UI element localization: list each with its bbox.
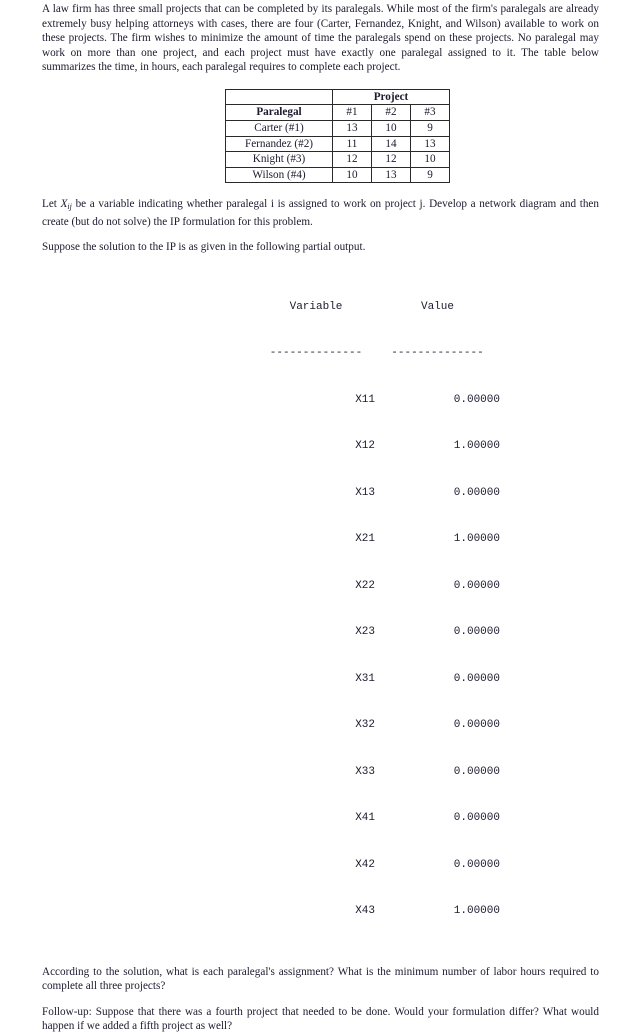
- solver-output-variable-11: X43: [355, 905, 375, 918]
- cost-table-cell-1-2: 13: [411, 136, 450, 152]
- cost-table-row-name-0: Carter (#1): [226, 120, 333, 136]
- cost-table: [225, 89, 450, 184]
- cost-table-column-header-row: [226, 105, 450, 121]
- cost-table-corner-cell: [226, 89, 333, 105]
- solver-output-variable-3: X21: [355, 533, 375, 546]
- cost-table-header-paralegal: Paralegal: [226, 105, 333, 121]
- solver-output-variable-8: X33: [355, 765, 375, 778]
- cost-table-row-name-2: Knight (#3): [226, 152, 333, 168]
- cost-table-header-project-2: #2: [372, 105, 411, 121]
- solver-output-variable-10: X42: [355, 858, 375, 871]
- solver-output-rule-row: [257, 346, 599, 362]
- cost-table-cell-2-2: 10: [411, 152, 450, 168]
- list-item: [257, 532, 599, 548]
- solver-output-value-0: 0.00000: [453, 393, 500, 406]
- variable-symbol-base: X: [60, 198, 68, 211]
- solver-output-header-row: [257, 300, 599, 316]
- cost-table-head: [226, 89, 450, 120]
- list-item: [257, 393, 599, 409]
- table-row: [226, 152, 450, 168]
- cost-table-wrapper: [42, 89, 599, 184]
- list-item: [257, 625, 599, 641]
- solver-output-variable-4: X22: [355, 579, 375, 592]
- cost-table-cell-2-0: 12: [333, 152, 372, 168]
- solver-output-value-6: 0.00000: [453, 672, 500, 685]
- solver-output-header-variable: Variable: [289, 300, 343, 313]
- list-item: [257, 672, 599, 688]
- solver-output-value-2: 0.00000: [453, 486, 500, 499]
- solver-output-variable-0: X11: [355, 393, 375, 406]
- cost-table-cell-2-1: 12: [372, 152, 411, 168]
- list-item: [257, 579, 599, 595]
- cost-table-group-header-row: [226, 89, 450, 105]
- cost-table-row-name-3: Wilson (#4): [226, 167, 333, 183]
- cost-table-cell-3-1: 13: [372, 167, 411, 183]
- intro-paragraph: A law firm has three small projects that can be completed by its paralegals. While most of the firm's paralegals are already extremely busy helping attorneys with cases, there are four (Carter, Fernandez, Knight, and Wilson) available to work on these projects. The firm wishes to minimize the amount of time the paralegals spend on these projects. No paralegal may work on more than one project, and each project must have exactly one paralegal assigned to it. The table below summarizes the time, in hours, each paralegal requires to complete each project.: [42, 3, 599, 74]
- spacer-after-output: [42, 951, 599, 965]
- cost-table-cell-0-0: 13: [333, 120, 372, 136]
- cost-table-cell-0-1: 10: [372, 120, 411, 136]
- cost-table-group-header-project: Project: [333, 89, 450, 105]
- solver-output-value-3: 1.00000: [453, 533, 500, 546]
- solver-output-value-5: 0.00000: [453, 626, 500, 639]
- list-item: [257, 858, 599, 874]
- variable-definition-pre: Let: [42, 198, 61, 211]
- cost-table-cell-3-0: 10: [333, 167, 372, 183]
- solver-output-value-11: 1.00000: [453, 905, 500, 918]
- solver-output-block: [42, 269, 599, 951]
- solver-output-variable-9: X41: [355, 812, 375, 825]
- cost-table-cell-3-2: 9: [411, 167, 450, 183]
- list-item: [257, 904, 599, 920]
- cost-table-body: [226, 120, 450, 182]
- list-item: [257, 718, 599, 734]
- list-item: [257, 439, 599, 455]
- variable-definition-post: be a variable indicating whether paralegal i is assigned to work on project j. Develop a network diagram and then create (but do not solve) the IP formulation for this problem.: [42, 198, 599, 228]
- solver-output-value-10: 0.00000: [453, 858, 500, 871]
- table-row: [226, 167, 450, 183]
- solver-output-variable-1: X12: [355, 440, 375, 453]
- solver-output-value-4: 0.00000: [453, 579, 500, 592]
- list-item: [257, 486, 599, 502]
- table-row: [226, 136, 450, 152]
- solver-output-variable-5: X23: [355, 626, 375, 639]
- cost-table-header-project-3: #3: [411, 105, 450, 121]
- spacer-after-definition: [42, 229, 599, 240]
- list-item: [257, 765, 599, 781]
- cost-table-header-project-1: #1: [333, 105, 372, 121]
- solver-output-value-1: 1.00000: [453, 440, 500, 453]
- spacer-before-followup: [42, 994, 599, 1005]
- list-item: [257, 811, 599, 827]
- solver-output-rule-variable: --------------: [269, 347, 363, 360]
- solver-output-rule-value: --------------: [391, 347, 484, 360]
- spacer-after-intro: [42, 75, 599, 89]
- cost-table-cell-0-2: 9: [411, 120, 450, 136]
- solver-output-variable-2: X13: [355, 486, 375, 499]
- solver-output-value-8: 0.00000: [453, 765, 500, 778]
- solver-output-value-7: 0.00000: [453, 719, 500, 732]
- solver-output-variable-6: X31: [355, 672, 375, 685]
- variable-symbol-subscript: ij: [67, 202, 72, 212]
- cost-table-cell-1-1: 14: [372, 136, 411, 152]
- table-row: [226, 120, 450, 136]
- solver-output-header-value: Value: [420, 300, 454, 313]
- spacer-before-output: [42, 255, 599, 269]
- spacer-after-table: [42, 183, 599, 197]
- cost-table-cell-1-0: 11: [333, 136, 372, 152]
- followup-question-paragraph: Follow-up: Suppose that there was a fourth project that needed to be done. Would your formulation differ? What would happen if we added a fifth project as well?: [42, 1005, 599, 1033]
- main-question-paragraph: According to the solution, what is each paralegal's assignment? What is the minimum number of labor hours required to complete all three projects?: [42, 965, 599, 993]
- solver-output-variable-7: X32: [355, 719, 375, 732]
- variable-symbol-x: [61, 198, 72, 210]
- variable-definition-paragraph: [42, 197, 599, 229]
- solution-intro-paragraph: Suppose the solution to the IP is as given in the following partial output.: [42, 241, 366, 254]
- cost-table-row-name-1: Fernandez (#2): [226, 136, 333, 152]
- solver-output-value-9: 0.00000: [453, 812, 500, 825]
